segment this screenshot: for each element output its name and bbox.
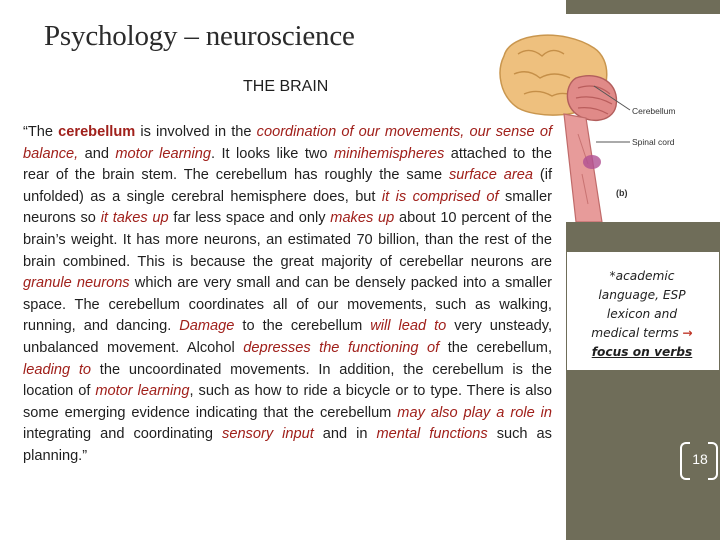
body-text-run: (if unfolded) as a single cerebral hemisphere does, but xyxy=(23,167,553,205)
highlighted-term: makes up xyxy=(330,210,395,227)
body-text-run: and in xyxy=(313,426,377,443)
page-number xyxy=(680,440,720,480)
highlighted-term: it is comprised of xyxy=(381,188,499,205)
body-text-run: such as planning.” xyxy=(23,426,552,464)
body-text-run: which are very small and can be densely packed into a smaller space. The cerebellum coordinates all of our movements, such as walking, running, and dancing. xyxy=(23,275,552,335)
note-line: language, ESP xyxy=(598,288,686,302)
highlighted-term: motor learning xyxy=(95,383,190,400)
highlighted-term: motor learning xyxy=(115,145,212,162)
body-paragraph xyxy=(23,122,552,468)
body-text-run: , such as how to ride a bicycle or to type. There is also some emerging evidence indicating that the cerebellum xyxy=(23,383,552,421)
slide-title: Psychology – neuroscience xyxy=(44,20,355,52)
body-text-run: is involved in the xyxy=(135,124,257,140)
body-text-run: about 10 percent of the brain’s weight. It has more neurons, an estimated 70 billion, than the rest of the brain combined. This is because the great majority of cerebellar neurons are xyxy=(23,210,552,270)
section-heading: THE BRAIN xyxy=(243,78,329,95)
page-number-value: 18 xyxy=(692,451,708,467)
label-spinal-cord: Spinal cord xyxy=(632,137,675,147)
arrow-icon: → xyxy=(682,326,693,340)
body-text-run: smaller neurons so xyxy=(23,188,553,227)
body-text-run: “The xyxy=(23,124,59,140)
note-text xyxy=(572,267,712,362)
highlighted-term: depresses the functioning of xyxy=(243,339,440,356)
highlighted-term: mental functions xyxy=(376,426,488,443)
highlighted-term: Damage xyxy=(179,318,235,335)
note-line: *academic xyxy=(609,269,675,283)
highlighted-term: it takes up xyxy=(100,210,169,227)
highlighted-term: surface area xyxy=(448,167,533,184)
body-text-run: far less space and only xyxy=(168,210,331,227)
body-text-run: the uncoordinated movements. In addition, the cerebellum is the location of xyxy=(23,361,553,400)
label-panel: (b) xyxy=(616,188,628,198)
body-text-run: to the cerebellum xyxy=(234,318,371,335)
highlighted-term: coordination of our movements, our sense of balance, xyxy=(23,124,552,162)
body-text-run: integrating and coordinating xyxy=(23,426,223,443)
body-text-run: very unsteady, unbalanced movement. Alcohol xyxy=(23,318,553,356)
highlighted-term: sensory input xyxy=(222,426,314,443)
highlighted-term: may also play a role in xyxy=(397,404,552,421)
body-text-run: and xyxy=(78,145,116,162)
body-text-run: the cerebellum, xyxy=(439,339,552,356)
highlighted-term: granule neurons xyxy=(23,275,130,292)
label-cerebellum: Cerebellum xyxy=(632,106,676,116)
highlighted-term: cerebellum xyxy=(58,124,136,140)
highlighted-term: leading to xyxy=(23,361,92,378)
highlighted-term: minihemispheres xyxy=(333,145,445,162)
note-line-text: medical terms xyxy=(591,326,679,340)
note-line: lexicon and xyxy=(606,307,678,321)
highlighted-term: will lead to xyxy=(370,318,447,335)
note-emphasis: focus on verbs xyxy=(591,345,693,359)
body-text-run: . It looks like two xyxy=(211,145,334,162)
body-text-run: attached to the rear of the brain stem. The cerebellum has roughly the same xyxy=(23,145,552,184)
note-line xyxy=(572,324,712,343)
